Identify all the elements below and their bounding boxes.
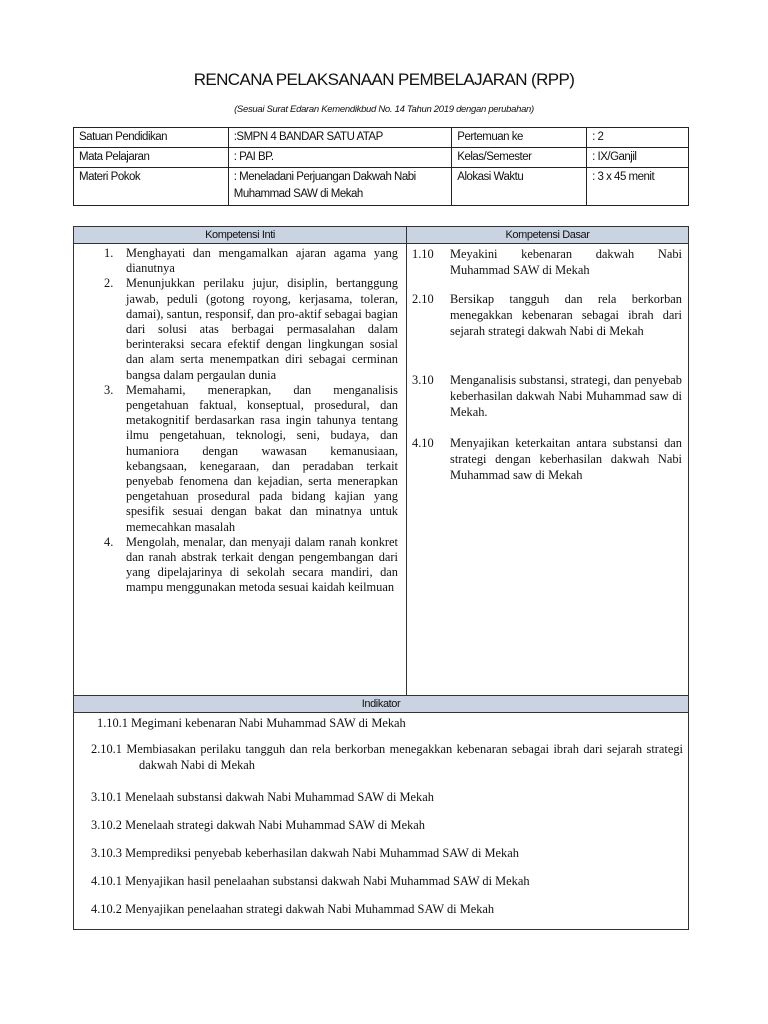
column-divider [406,227,407,695]
item-text: Mengolah, menalar, dan menyaji dalam ranah konkret dan ranah abstrak terkait dengan pengembangan dari yang dipelajarinya di sekolah secara mandiri, dan mampu menggunakan metoda sesuai kaidah keilmuan [126,534,398,595]
indikator-item [79,901,683,917]
item-text: Menyajikan penelaahan strategi dakwah Nabi Muhammad SAW di Mekah [125,902,495,916]
alokasi-value: : 3 x 45 menit [587,168,689,206]
item-text: Menganalisis substansi, strategi, dan penyebab keberhasilan dakwah Nabi Muhammad saw di Mekah. [450,373,682,419]
indikator-item [79,817,683,833]
item-number: 2.10 [412,292,434,306]
mapel-label: Mata Pelajaran [74,148,229,168]
item-number: 3.10.3 [91,846,122,860]
item-text: Menyajikan keterkaitan antara substansi dan strategi dengan keberhasilan dakwah Nabi Muhammad saw di Mekah [450,436,682,482]
item-number: 4.10.2 [91,902,122,916]
item-number: 4. [104,534,114,549]
item-number: 3.10 [412,373,434,387]
kd-header: Kompetensi Dasar [407,227,688,244]
item-text: Menelaah strategi dakwah Nabi Muhammad SAW di Mekah [125,818,425,832]
item-number: 3.10.1 [91,790,122,804]
list-item [92,535,398,596]
indikator-item [79,741,683,773]
item-text: Meyakini kebenaran dakwah Nabi Muhammad SAW di Mekah [450,247,682,277]
item-text: Bersikap tangguh dan rela berkorban menegakkan kebenaran sebagai ibrah dari sejarah strategi dakwah Nabi di Mekah [450,292,682,338]
kelas-value: : IX/Ganjil [587,148,689,168]
item-number: 1.10.1 [97,716,128,730]
kelas-label: Kelas/Semester [452,148,587,168]
alokasi-label: Alokasi Waktu [452,168,587,206]
item-number: 4.10 [412,436,434,450]
item-text: Megimani kebenaran Nabi Muhammad SAW di Mekah [131,716,406,730]
list-item [92,246,398,276]
satuan-value: :SMPN 4 BANDAR SATU ATAP [228,128,452,148]
item-text: Menunjukkan perilaku jujur, disiplin, bertanggung jawab, peduli (gotong royong, kerjasama, toleran, damai), santun, responsif, dan pro-aktif sebagai bagian dari solusi atas berbagai permasalahan dalam berinteraksi secara efektif dengan lingkungan sosial dan alam serta menempatkan diri sebagai cerminan bangsa dalam pergaulan dunia [126,276,398,382]
kd-item [412,291,682,339]
satuan-label: Satuan Pendidikan [74,128,229,148]
item-number: 2.10.1 [91,742,122,756]
ki-header: Kompetensi Inti [74,227,407,244]
kd-item [412,435,682,483]
list-item [92,276,398,382]
item-number: 3.10.2 [91,818,122,832]
document-subtitle: (Sesuai Surat Edaran Kemendikbud No. 14 Tahun 2019 dengan perubahan) [234,104,534,115]
indikator-item [79,845,683,861]
ki-list [92,246,398,596]
identity-table [73,127,689,206]
list-item [92,383,398,535]
kd-item [412,372,682,420]
item-text: Menyajikan hasil penelaahan substansi dakwah Nabi Muhammad SAW di Mekah [125,874,530,888]
item-text: Menghayati dan mengamalkan ajaran agama yang dianutnya [126,246,398,276]
table-row [74,168,689,206]
pertemuan-label: Pertemuan ke [452,128,587,148]
item-number: 3. [104,382,114,397]
indikator-item [79,715,683,731]
kd-item [412,246,682,278]
indikator-item [79,789,683,805]
item-number: 4.10.1 [91,874,122,888]
item-number: 1. [104,246,114,260]
indikator-header: Indikator [74,696,688,713]
item-text: Memahami, menerapkan, dan menganalisis pengetahuan faktual, konseptual, prosedural, dan metakognitif berdasarkan rasa ingin tahunya tentang ilmu pengetahuan, teknologi, seni, budaya, dan humaniora dengan wawasan kemanusiaan, kebangsaan, kenegaraan, dan peradaban terkait penyebab fenomena dan kejadian, serta menerapkan pengetahuan prosedural pada bidang kajian yang spesifik sesuai dengan bakat dan minatnya untuk memecahkan masalah [126,382,398,534]
document-title: RENCANA PELAKSANAAN PEMBELAJARAN (RPP) [193,70,575,89]
item-text: Menelaah substansi dakwah Nabi Muhammad SAW di Mekah [125,790,434,804]
materi-label: Materi Pokok [74,168,229,206]
pertemuan-value: : 2 [587,128,689,148]
indikator-item [79,873,683,889]
table-row [74,148,689,168]
competency-box [73,226,689,930]
table-row [74,128,689,148]
item-number: 2. [104,276,114,291]
materi-value: : Meneladani Perjuangan Dakwah Nabi Muhammad SAW di Mekah [228,168,452,206]
mapel-value: : PAI BP. [228,148,452,168]
item-text: Memprediksi penyebab keberhasilan dakwah Nabi Muhammad SAW di Mekah [125,846,519,860]
item-text: Membiasakan perilaku tangguh dan rela berkorban menegakkan kebenaran sebagai ibrah dari sejarah strategi dakwah Nabi di Mekah [126,742,683,772]
item-number: 1.10 [412,247,434,261]
